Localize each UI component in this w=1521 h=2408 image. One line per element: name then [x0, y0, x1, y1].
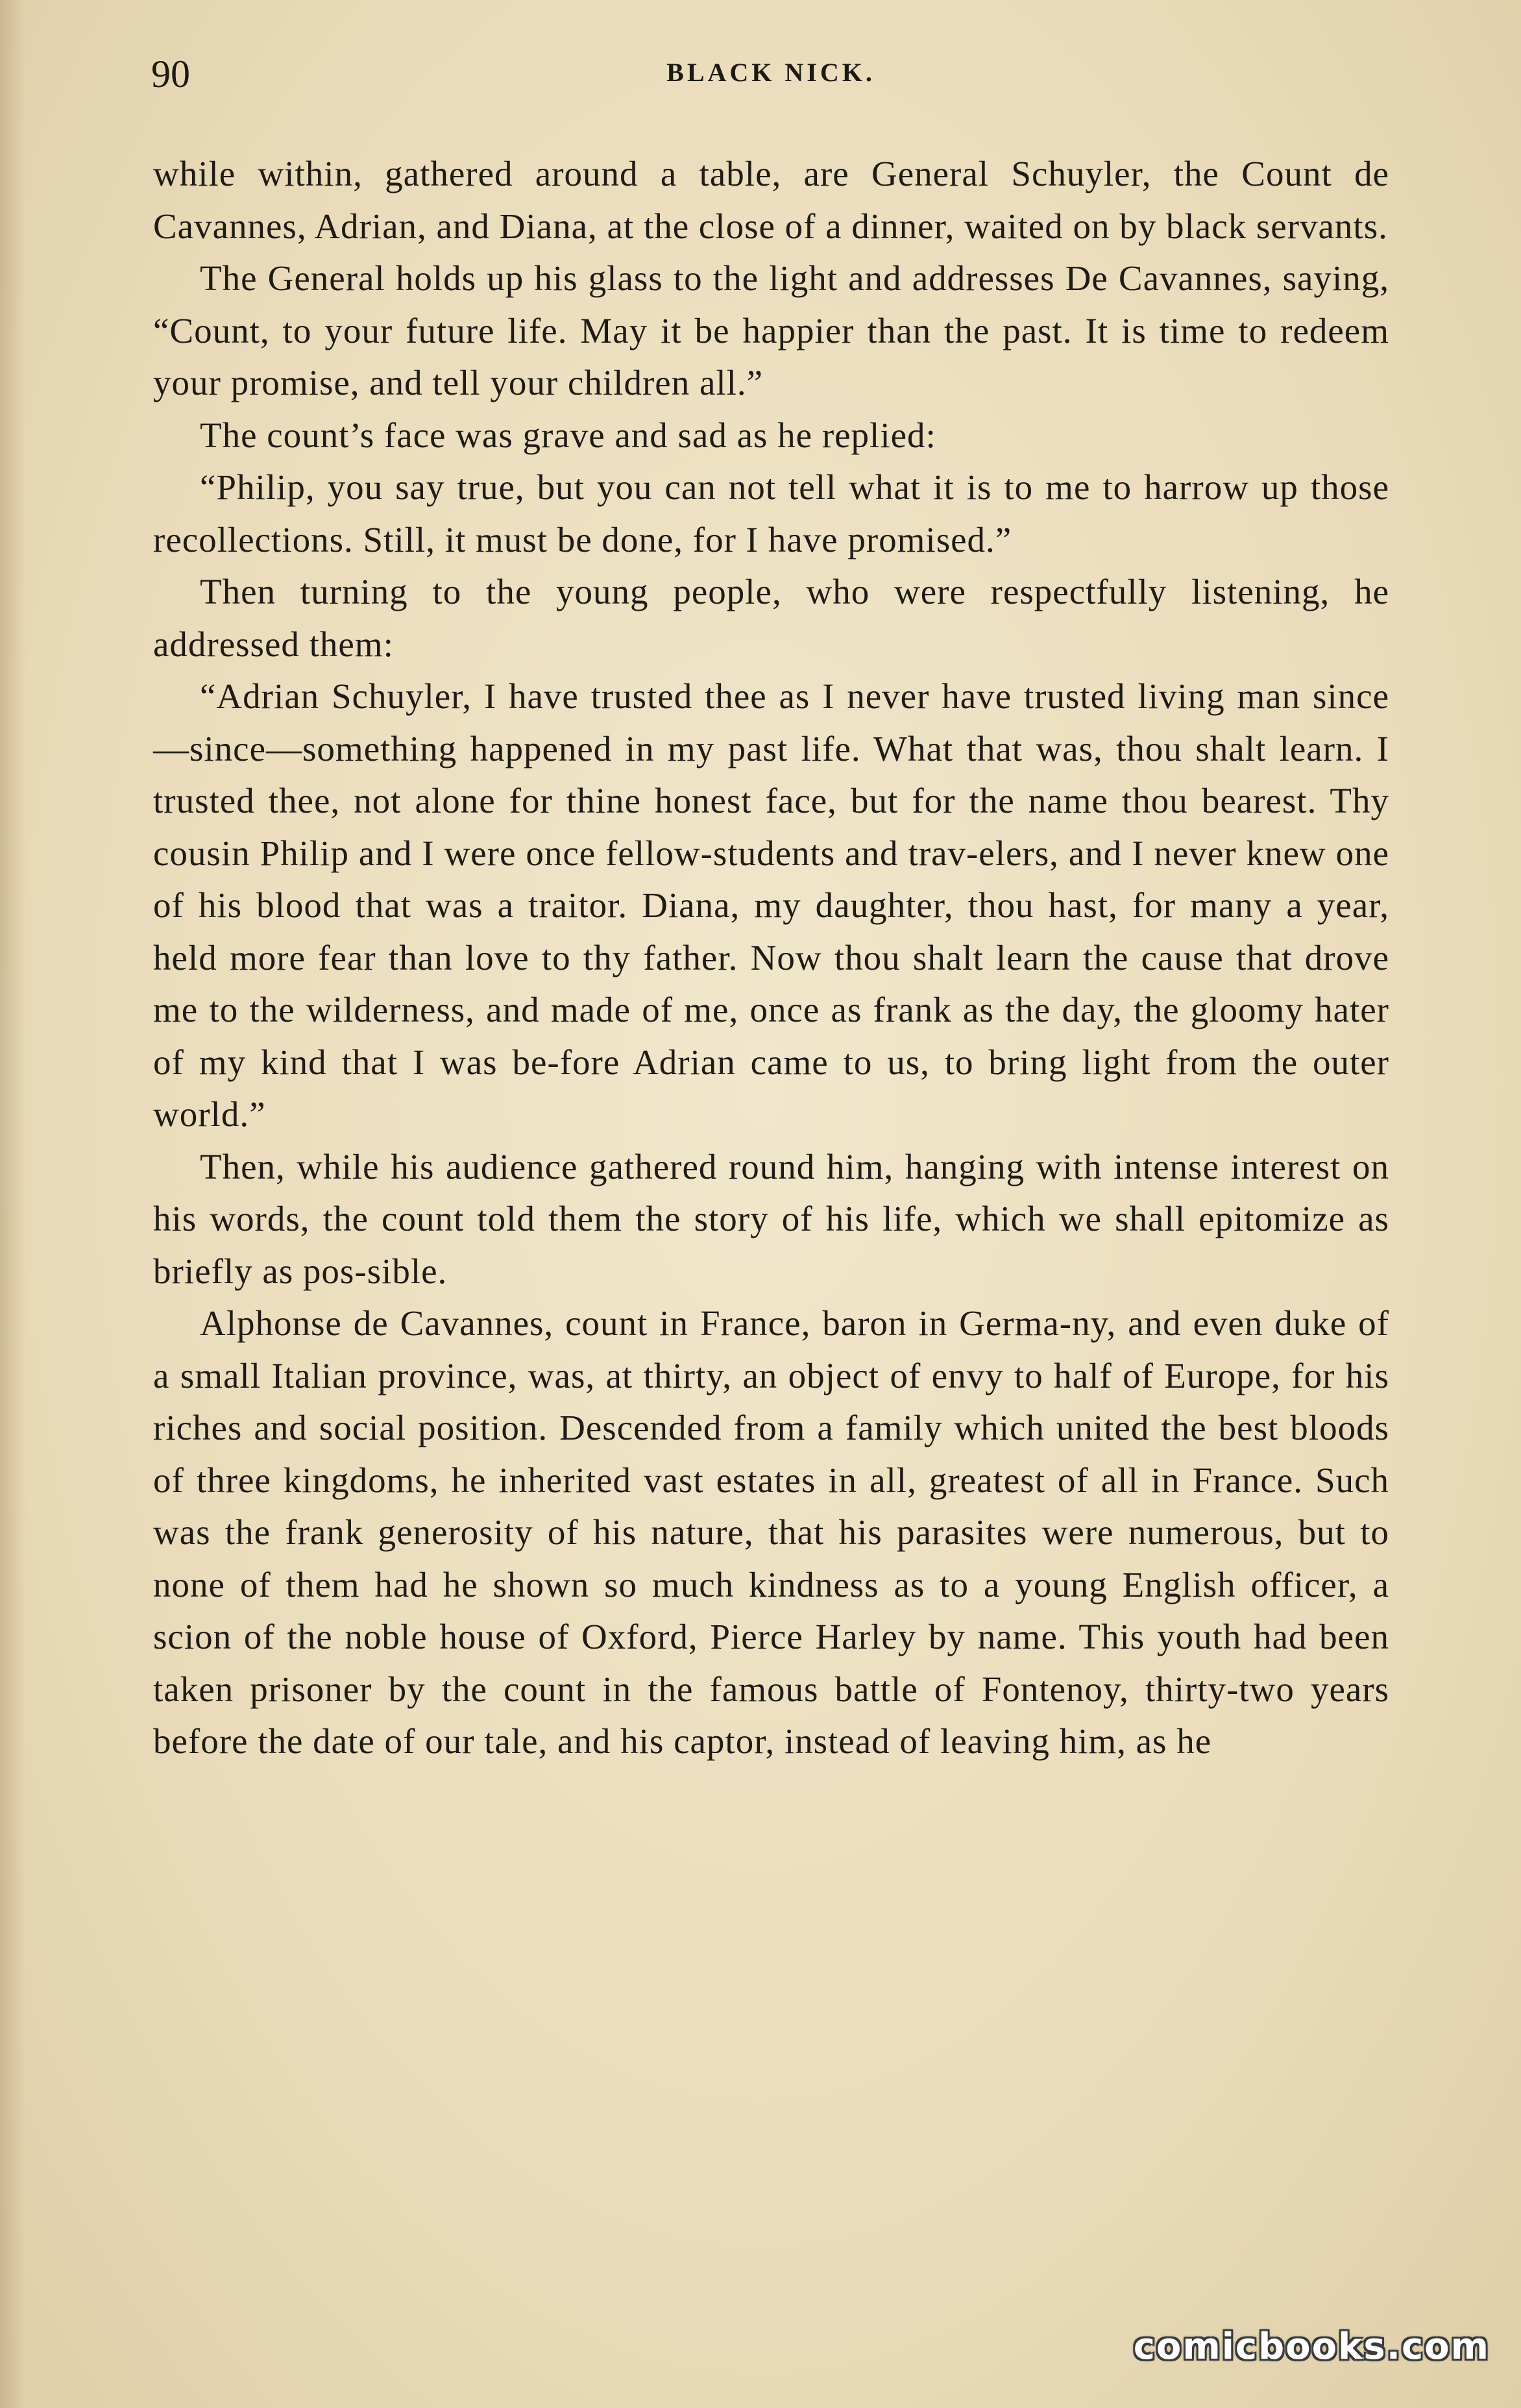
body-text: [153, 148, 1389, 1768]
paragraph: Then, while his audience gathered round him, hanging with intense interest on his words, the count told them the story of his life, which we shall epitomize as briefly as pos-sible.: [153, 1146, 1389, 1291]
page-number: 90: [151, 53, 190, 95]
site-watermark: comicbooks.com: [1133, 2326, 1490, 2368]
paragraph: Alphonse de Cavannes, count in France, baron in Germa-ny, and even duke of a small Italian province, was, at thirty, an object of envy to half of Europe, for his riches and social position. Descended from a family which united the best bloods of three kingdoms, he inherited vast estates in all, greatest of all in France. Such was the frank generosity of his nature, that his parasites were numerous, but to none of them had he shown so much kindness as to a young English officer, a scion of the noble house of Oxford, Pierce Harley by name. This youth had been taken prisoner by the count in the famous battle of Fontenoy, thirty-two years before the date of our tale, and his captor, instead of leaving him, as he: [153, 1303, 1389, 1761]
running-head: BLACK NICK.: [666, 58, 875, 87]
paragraph: “Philip, you say true, but you can not tell what it is to me to harrow up those recollections. Still, it must be done, for I have promised.”: [153, 467, 1389, 559]
paragraph: The General holds up his glass to the light and addresses De Cavannes, saying, “Count, to your future life. May it be happier than the past. It is time to redeem your promise, and tell your children all.”: [153, 258, 1389, 402]
paragraph: while within, gathered around a table, are General Schuyler, the Count de Cavannes, Adrian, and Diana, at the close of a dinner, waited on by black servants.: [153, 154, 1389, 246]
page-edge-shadow: [0, 0, 26, 2408]
page-header: [151, 52, 1391, 104]
paragraph: “Adrian Schuyler, I have trusted thee as I never have trusted living man since—since—something happened in my past life. What that was, thou shalt learn. I trusted thee, not alone for thine honest face, but for the name thou bearest. Thy cousin Philip and I were once fellow-students and trav-elers, and I never knew one of his blood that was a traitor. Diana, my daughter, thou hast, for many a year, held more fear than love to thy father. Now thou shalt learn the cause that drove me to the wilderness, and made of me, once as frank as the day, the gloomy hater of my kind that I was be-fore Adrian came to us, to bring light from the outer world.”: [153, 676, 1389, 1134]
paragraph: The count’s face was grave and sad as he replied:: [200, 415, 936, 455]
paragraph: Then turning to the young people, who were respectfully listening, he addressed them:: [153, 572, 1389, 664]
